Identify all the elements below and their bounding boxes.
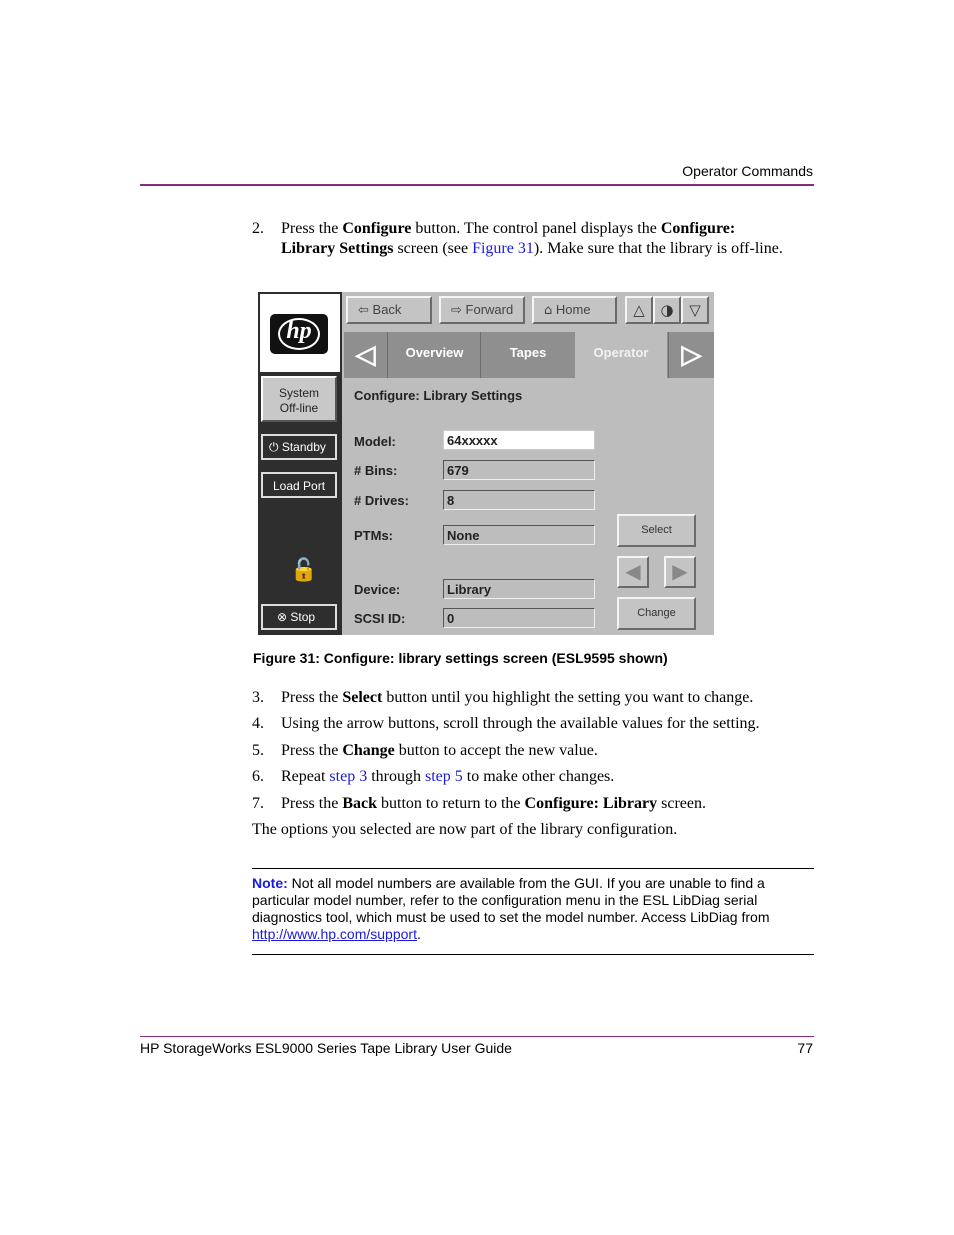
step-part: button until you highlight the setting you want to change. [382, 689, 754, 706]
support-url-link[interactable]: http://www.hp.com/support [252, 926, 417, 942]
step-6-text [281, 767, 614, 787]
offline-label: Off-line [279, 401, 319, 415]
model-value[interactable]: 64xxxxx [443, 430, 595, 450]
tab-scroll-right-icon[interactable]: ▷ [668, 332, 714, 378]
system-label: System [278, 386, 319, 400]
stop-label: Stop [290, 610, 316, 624]
step-7-number: 7. [252, 795, 264, 812]
step-4-number: 4. [252, 715, 264, 732]
select-button[interactable]: Select [617, 514, 696, 547]
header-rule [140, 184, 814, 186]
step-part: screen. [657, 795, 706, 812]
step-3-text [281, 688, 753, 708]
device-value[interactable]: Library [443, 579, 595, 599]
step-part: button to accept the new value. [394, 742, 598, 759]
standby-label: Standby [281, 440, 326, 454]
field-label: Device: [354, 582, 401, 597]
note-top-rule [252, 868, 814, 869]
note-box [252, 875, 814, 943]
unlock-icon: 🔓 [290, 558, 318, 583]
step-part: Press the [281, 689, 343, 706]
tab-overview[interactable]: Overview [389, 332, 481, 378]
stop-icon: ⊗ [277, 610, 288, 624]
forward-arrow-icon: ⇨ [451, 303, 462, 318]
ptms-value[interactable]: None [443, 525, 595, 545]
contrast-icon[interactable]: ◑ [653, 296, 681, 324]
home-button[interactable] [532, 296, 617, 324]
tab-tapes[interactable]: Tapes [482, 332, 574, 378]
back-label: Back [372, 302, 402, 317]
home-label: Home [555, 302, 591, 317]
field-label: Model: [354, 434, 396, 449]
bins-value[interactable]: 679 [443, 460, 595, 480]
drives-value[interactable]: 8 [443, 490, 595, 510]
step-7-text [281, 794, 706, 814]
page-number: 77 [797, 1040, 813, 1056]
home-icon: ⌂ [544, 303, 553, 318]
forward-label: Forward [465, 302, 514, 317]
step-part: through [367, 768, 425, 785]
step-2-text [281, 219, 821, 259]
step-bold: Configure: Library [524, 795, 658, 812]
step-2-part: screen (see [393, 240, 473, 257]
step-bold: Select [342, 689, 383, 706]
step-part: Repeat [281, 768, 330, 785]
brightness-up-icon[interactable]: △ [625, 296, 653, 324]
back-button[interactable] [346, 296, 432, 324]
step-part: Press the [281, 742, 343, 759]
stop-button[interactable] [261, 604, 337, 630]
step-3-link[interactable]: step 3 [329, 768, 368, 785]
note-text: Not all model numbers are available from the GUI. If you are unable to find a particular model number, refer to the configuration menu in the ESL LibDiag serial diagnostics tool, which must be used to set the model number. Access LibDiag from [252, 875, 770, 925]
step-3-number: 3. [252, 689, 264, 706]
step-6-number: 6. [252, 768, 264, 785]
step-4-text: Using the arrow buttons, scroll through the available values for the setting. [281, 715, 760, 732]
arrow-left-icon[interactable]: ◀ [617, 556, 649, 588]
figure-caption: Figure 31: Configure: library settings screen (ESL9595 shown) [253, 650, 668, 666]
arrow-right-icon[interactable]: ▶ [664, 556, 696, 588]
system-offline-button[interactable] [261, 376, 337, 422]
standby-button[interactable] [261, 434, 337, 460]
step-2-part: Press the [281, 220, 343, 237]
step-bold: Back [342, 795, 377, 812]
figure-31-link[interactable]: Figure 31 [472, 240, 534, 257]
power-icon: ⏻ [269, 440, 279, 454]
note-label: Note: [252, 875, 288, 891]
running-header: Operator Commands [682, 163, 813, 179]
step-2-bold: Library Settings [281, 240, 394, 257]
closing-paragraph: The options you selected are now part of the library configuration. [252, 821, 678, 838]
forward-button[interactable] [439, 296, 525, 324]
step-bold: Change [342, 742, 395, 759]
step-5-number: 5. [252, 742, 264, 759]
footer-rule [140, 1036, 814, 1037]
step-5-text [281, 741, 598, 761]
step-part: button to return to the [377, 795, 525, 812]
hp-logo-text: hp [286, 318, 312, 344]
back-arrow-icon: ⇦ [358, 303, 369, 318]
step-2-number: 2. [252, 220, 264, 237]
brightness-down-icon[interactable]: ▽ [681, 296, 709, 324]
field-label: # Bins: [354, 463, 398, 478]
load-port-button[interactable]: Load Port [261, 472, 337, 498]
tab-operator[interactable]: Operator [575, 332, 667, 380]
note-bottom-rule [252, 954, 814, 955]
field-label: # Drives: [354, 493, 409, 508]
scsi-id-value[interactable]: 0 [443, 608, 595, 628]
field-label: SCSI ID: [354, 611, 406, 626]
step-2-part: button. The control panel displays the [411, 220, 661, 237]
step-part: Press the [281, 795, 343, 812]
footer-title: HP StorageWorks ESL9000 Series Tape Library User Guide [140, 1040, 512, 1056]
step-2-bold: Configure [342, 220, 412, 237]
tab-scroll-left-icon[interactable]: ◁ [344, 332, 388, 378]
step-2-part: ). Make sure that the library is off-line. [533, 240, 783, 257]
step-5-link[interactable]: step 5 [424, 768, 463, 785]
note-end: . [416, 926, 421, 942]
change-button[interactable]: Change [617, 597, 696, 630]
step-part: to make other changes. [462, 768, 615, 785]
field-label: PTMs: [354, 528, 393, 543]
step-2-bold: Configure: [660, 220, 736, 237]
settings-title: Configure: Library Settings [354, 388, 523, 403]
